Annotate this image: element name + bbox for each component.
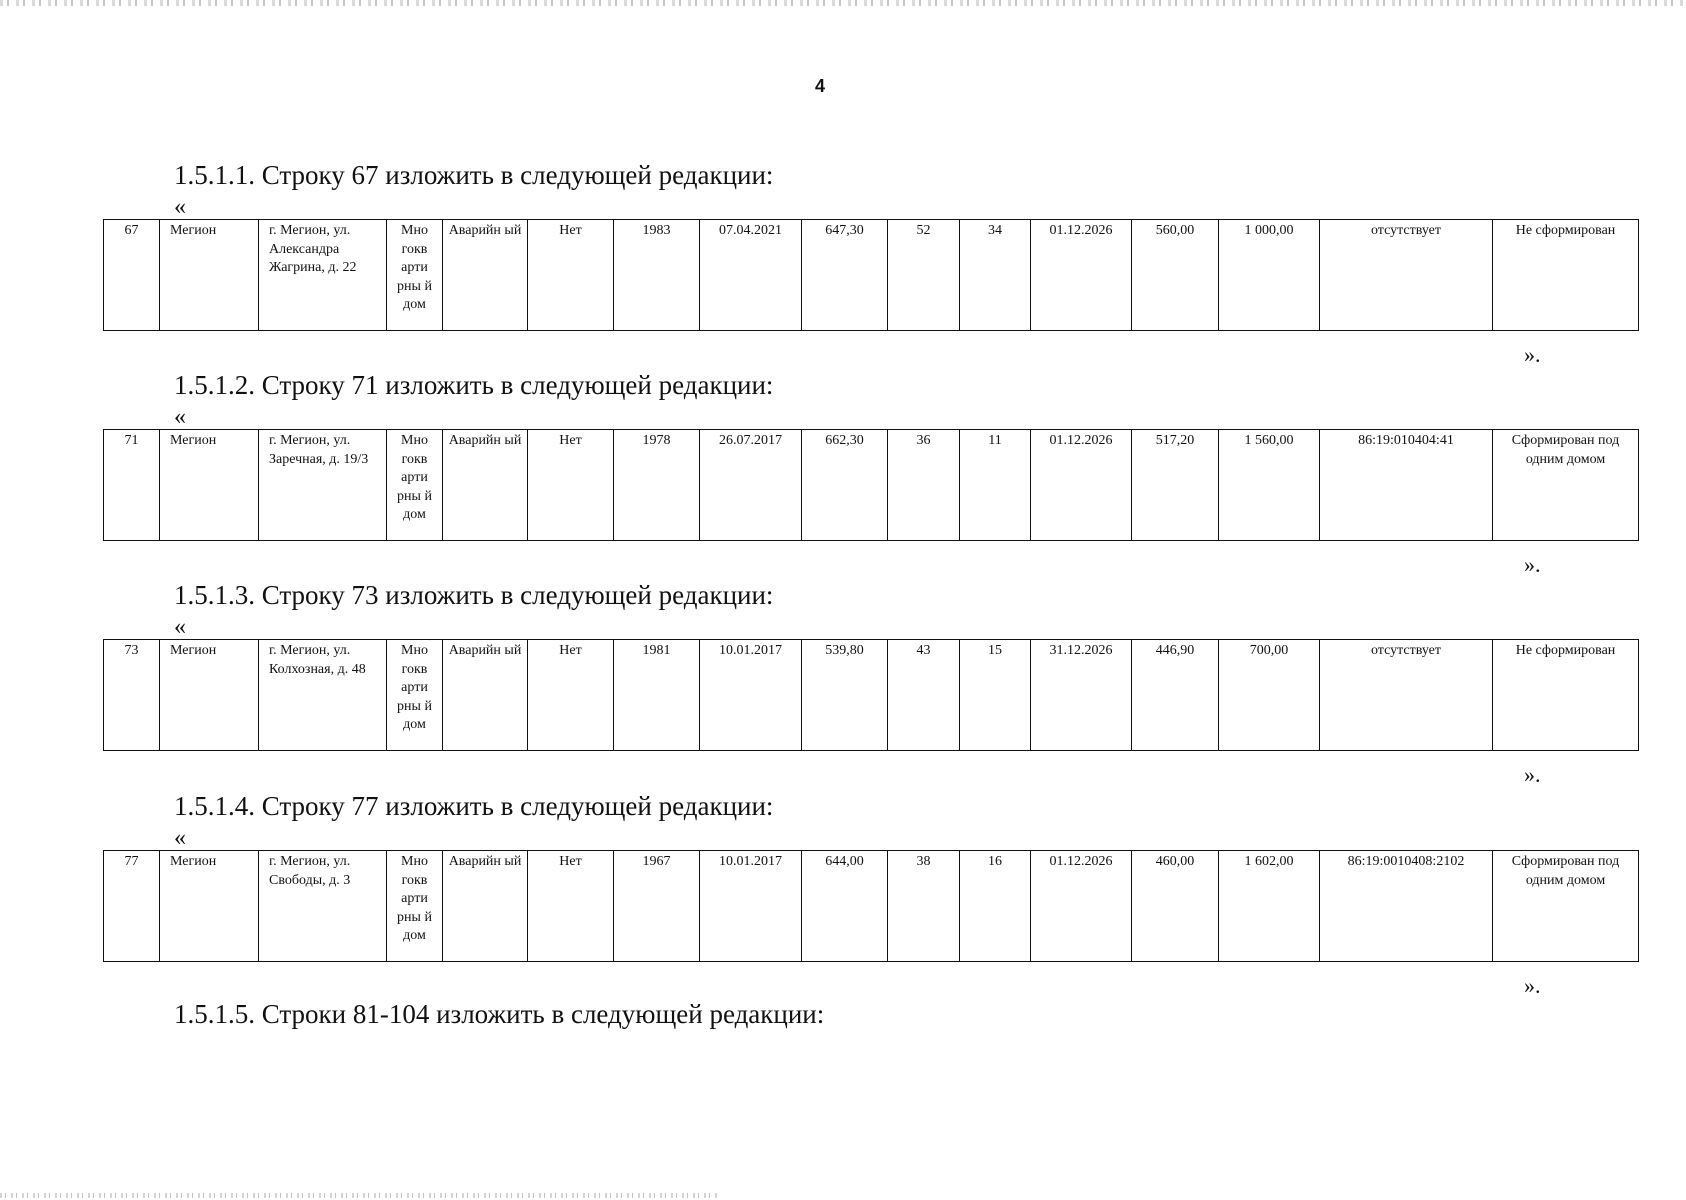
cell-building-type: Мно гокв арти рны й дом	[387, 220, 443, 331]
cell-area-2: 446,90	[1132, 640, 1219, 751]
opening-quote: «	[174, 194, 186, 220]
cell-year: 1981	[614, 640, 700, 751]
cell-deadline: 01.12.2026	[1031, 220, 1132, 331]
cell-flag: Нет	[528, 851, 614, 962]
table-row	[104, 851, 1639, 962]
data-table	[103, 850, 1639, 962]
cell-address: г. Мегион, ул. Заречная, д. 19/3	[259, 430, 387, 541]
cell-count-2: 34	[960, 220, 1031, 331]
cell-flag: Нет	[528, 430, 614, 541]
section-heading-rows-81-104: 1.5.1.5. Строки 81-104 изложить в следующей редакции:	[174, 999, 825, 1029]
cell-status: Аварийн ый	[443, 430, 528, 541]
cell-cadastral: отсутствует	[1320, 640, 1493, 751]
cell-number: 71	[104, 430, 160, 541]
cell-number: 77	[104, 851, 160, 962]
cell-formed: Не сформирован	[1493, 220, 1639, 331]
cell-formed: Сформирован под одним домом	[1493, 851, 1639, 962]
scan-edge-top	[0, 0, 1686, 6]
cell-area-2: 560,00	[1132, 220, 1219, 331]
section-row-71	[0, 370, 1686, 577]
cell-count-2: 16	[960, 851, 1031, 962]
opening-quote: «	[174, 614, 186, 640]
cell-formed: Сформирован под одним домом	[1493, 430, 1639, 541]
cell-count-2: 11	[960, 430, 1031, 541]
cell-count-2: 15	[960, 640, 1031, 751]
cell-building-type: Мно гокв арти рны й дом	[387, 640, 443, 751]
closing-quote: ».	[1524, 973, 1541, 998]
cell-year: 1978	[614, 430, 700, 541]
cell-area: 644,00	[802, 851, 888, 962]
cell-count-1: 52	[888, 220, 960, 331]
cell-address: г. Мегион, ул. Колхозная, д. 48	[259, 640, 387, 751]
cell-city: Мегион	[160, 640, 259, 751]
cell-area-3: 1 560,00	[1219, 430, 1320, 541]
cell-count-1: 43	[888, 640, 960, 751]
scan-edge-bottom	[0, 1193, 720, 1198]
table-row	[104, 430, 1639, 541]
cell-area: 647,30	[802, 220, 888, 331]
cell-deadline: 31.12.2026	[1031, 640, 1132, 751]
cell-flag: Нет	[528, 640, 614, 751]
cell-date: 07.04.2021	[700, 220, 802, 331]
section-row-73	[0, 580, 1686, 787]
section-row-67	[0, 160, 1686, 367]
cell-area-3: 1 000,00	[1219, 220, 1320, 331]
cell-address: г. Мегион, ул. Свободы, д. 3	[259, 851, 387, 962]
cell-year: 1983	[614, 220, 700, 331]
data-table	[103, 219, 1639, 331]
cell-number: 73	[104, 640, 160, 751]
cell-status: Аварийн ый	[443, 851, 528, 962]
cell-deadline: 01.12.2026	[1031, 430, 1132, 541]
cell-city: Мегион	[160, 220, 259, 331]
cell-address: г. Мегион, ул. Александра Жагрина, д. 22	[259, 220, 387, 331]
cell-city: Мегион	[160, 430, 259, 541]
section-row-77	[0, 791, 1686, 998]
cell-cadastral: отсутствует	[1320, 220, 1493, 331]
cell-count-1: 38	[888, 851, 960, 962]
cell-area-3: 700,00	[1219, 640, 1320, 751]
cell-number: 67	[104, 220, 160, 331]
cell-year: 1967	[614, 851, 700, 962]
cell-area: 539,80	[802, 640, 888, 751]
table-row	[104, 220, 1639, 331]
data-table	[103, 429, 1639, 541]
closing-quote: ».	[1524, 342, 1541, 367]
cell-building-type: Мно гокв арти рны й дом	[387, 430, 443, 541]
section-heading: 1.5.1.2. Строку 71 изложить в следующей редакции:	[174, 370, 774, 400]
cell-flag: Нет	[528, 220, 614, 331]
cell-area-2: 517,20	[1132, 430, 1219, 541]
closing-quote: ».	[1524, 552, 1541, 577]
cell-deadline: 01.12.2026	[1031, 851, 1132, 962]
cell-formed: Не сформирован	[1493, 640, 1639, 751]
cell-cadastral: 86:19:010404:41	[1320, 430, 1493, 541]
opening-quote: «	[174, 825, 186, 851]
cell-area-3: 1 602,00	[1219, 851, 1320, 962]
closing-quote: ».	[1524, 762, 1541, 787]
cell-area: 662,30	[802, 430, 888, 541]
cell-area-2: 460,00	[1132, 851, 1219, 962]
cell-cadastral: 86:19:0010408:2102	[1320, 851, 1493, 962]
cell-date: 10.01.2017	[700, 640, 802, 751]
section-heading: 1.5.1.4. Строку 77 изложить в следующей редакции:	[174, 791, 774, 821]
cell-status: Аварийн ый	[443, 640, 528, 751]
page-number: 4	[814, 76, 825, 96]
cell-building-type: Мно гокв арти рны й дом	[387, 851, 443, 962]
section-heading: 1.5.1.1. Строку 67 изложить в следующей редакции:	[174, 160, 774, 190]
cell-date: 10.01.2017	[700, 851, 802, 962]
table-row	[104, 640, 1639, 751]
section-heading: 1.5.1.3. Строку 73 изложить в следующей редакции:	[174, 580, 774, 610]
opening-quote: «	[174, 404, 186, 430]
cell-count-1: 36	[888, 430, 960, 541]
cell-date: 26.07.2017	[700, 430, 802, 541]
cell-status: Аварийн ый	[443, 220, 528, 331]
cell-city: Мегион	[160, 851, 259, 962]
data-table	[103, 639, 1639, 751]
